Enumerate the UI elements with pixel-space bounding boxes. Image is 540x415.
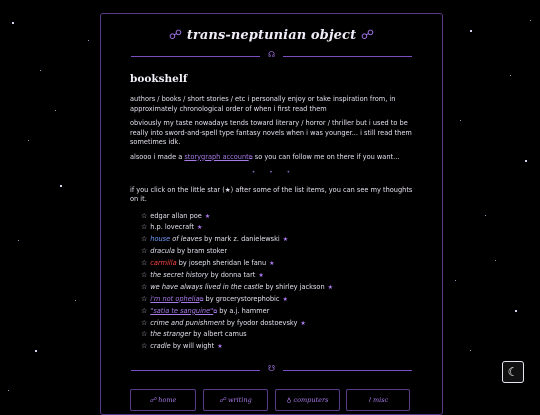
bullet-star-icon: ☆ [141,342,148,351]
book-link[interactable]: "satia te sanguine" [150,306,214,315]
thoughts-star-button[interactable]: ★ [282,295,288,303]
main-panel [100,13,443,415]
bullet-star-icon: ☆ [141,211,148,220]
nav-home[interactable]: ☍ home [130,389,196,411]
storygraph-link[interactable]: storygraph account [184,152,249,161]
bullet-star-icon: ☆ [141,247,148,256]
book-author: by bram stoker [174,247,228,256]
thoughts-star-button[interactable]: ★ [204,212,211,220]
list-item [141,234,418,246]
bullet-star-icon: ☆ [141,223,148,232]
book-author: by fyodor dostoevsky [224,318,298,327]
list-item [141,318,418,330]
book-title: carmilla [150,259,177,268]
divider-top [131,52,412,61]
list-item [141,270,418,282]
thoughts-star-button[interactable]: ★ [300,319,306,327]
nav-computers[interactable]: ♁ computers [275,389,340,411]
ascending-node-icon: ☊ [267,50,276,59]
external-link-icon: ⧉ [213,308,218,315]
storygraph-paragraph: alsooo i made a storygraph account⧉ so you can follow me on there if you want... [130,152,400,161]
thoughts-star-button[interactable]: ★ [269,260,275,268]
list-item [141,329,418,341]
nav-writing[interactable]: ☍ writing [203,389,268,411]
thoughts-star-button[interactable]: ★ [282,236,289,244]
bullet-star-icon: ☆ [141,294,148,303]
list-item [141,282,418,294]
conjunction-icon: ☍ [168,28,183,43]
book-title-highlight: house [150,235,171,244]
list-item [141,246,418,258]
book-author: by joseph sheridan le fanu [176,259,267,268]
bullet-star-icon: ☆ [141,330,148,339]
divider-bottom [131,366,412,375]
earth-icon: ♁ [286,396,292,404]
book-author: by donna tart [208,270,256,279]
home-icon: ☍ [149,396,157,404]
external-link-icon: ⧉ [199,296,204,303]
thoughts-star-button[interactable]: ★ [196,224,203,232]
book-author: by shirley jackson [263,282,325,291]
bullet-star-icon: ☆ [141,318,148,327]
book-list [141,211,418,354]
taste-paragraph: obviously my taste nowadays tends toward literary / horror / thriller but i used to be really into sword-and-spell type fantasy novels when i was younger... i still read them sometimes idk. [130,119,412,146]
book-author: by will wight [170,342,215,351]
bullet-star-icon: ☆ [141,259,148,268]
list-item [141,211,418,223]
section-heading: bookshelf [130,73,188,85]
writing-icon: ☍ [219,396,226,404]
site-title-text: trans-neptunian object [186,28,357,43]
bottom-nav [130,389,540,409]
list-item [141,306,418,318]
conjunction-icon: ☍ [360,28,375,43]
thoughts-star-button[interactable]: ★ [327,283,334,291]
star-note: if you click on the little star (★) after some of the list items, you can see my thoughts on it. [130,185,413,203]
thoughts-star-button[interactable]: ★ [217,343,223,351]
nav-misc[interactable]: ⌇ misc [346,389,410,411]
list-item [141,222,418,234]
list-item [141,294,418,306]
book-title: we have always lived in the castle [150,282,264,291]
book-title: crime and punishment [150,318,225,327]
book-author: by albert camus [191,330,247,339]
book-title: dracula [150,247,175,256]
bullet-star-icon: ☆ [141,306,148,315]
book-title: the stranger [150,330,192,339]
bullet-star-icon: ☆ [141,270,148,279]
section-separator: • • • [251,169,297,176]
book-author: by a.j. hammer [217,306,270,315]
misc-icon: ⌇ [367,396,371,404]
book-title: of leaves [170,235,203,244]
bullet-star-icon: ☆ [141,282,148,291]
thoughts-star-button[interactable]: ★ [258,271,264,279]
descending-node-icon: ☋ [267,364,276,373]
book-author: h.p. lovecraft [150,223,194,232]
book-link[interactable]: i'm not ophelia [150,294,200,303]
list-item [141,341,418,353]
book-title: cradle [150,342,171,351]
external-link-icon: ⧉ [248,154,253,161]
book-author: by grocerystorephobic [203,294,280,303]
moon-icon: ☾ [507,365,519,379]
list-item [141,258,418,270]
intro-paragraph: authors / books / short stories / etc i personally enjoy or take inspiration from, in approximately chronological order of when i first read them [130,95,396,113]
bullet-star-icon: ☆ [141,235,148,244]
book-author: by mark z. danielewski [202,235,280,244]
site-title [101,28,442,43]
theme-toggle-button[interactable] [502,361,524,383]
book-title: the secret history [150,270,209,279]
book-author: edgar allan poe [150,211,202,220]
bookshelf-section [130,73,418,353]
